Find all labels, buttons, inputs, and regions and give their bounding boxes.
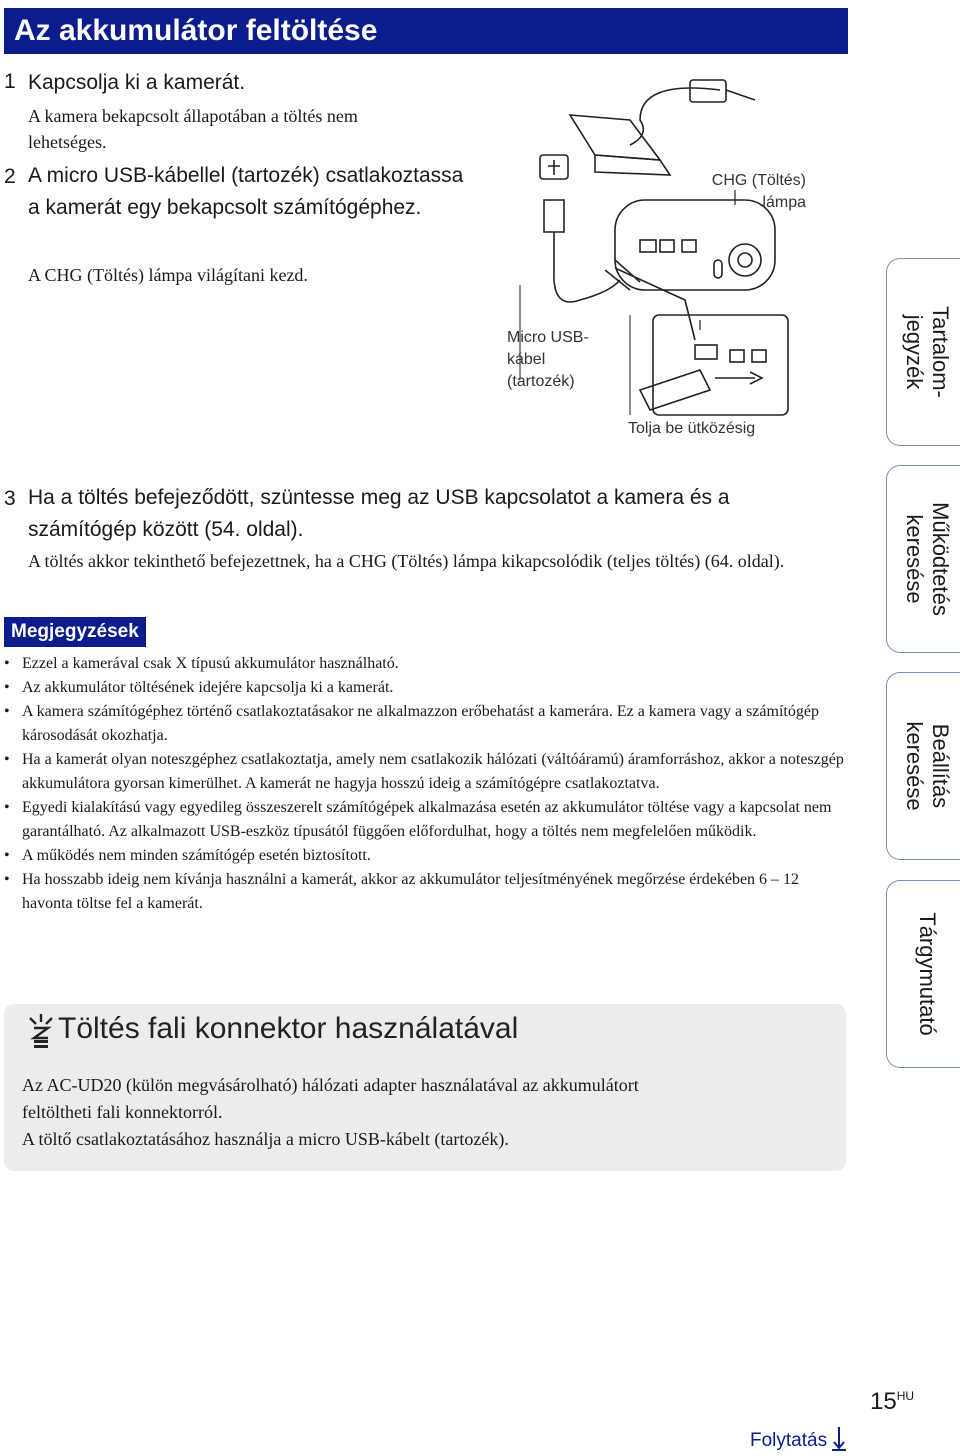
hint-title: Töltés fali konnektor használatával xyxy=(58,1012,519,1045)
note-item: • Az akkumulátor töltésének idejére kapcsolja ki a kamerát. xyxy=(4,676,844,700)
usb-cable-caption: Micro USB- kábel (tartozék) xyxy=(507,329,589,390)
hint-box xyxy=(4,1004,846,1171)
push-caption: Tolja be ütközésig xyxy=(628,420,756,437)
hint-line-1: Az AC-UD20 (külön megvásárolható) hálózati adapter használatával az akkumulátort xyxy=(22,1075,639,1095)
chg-lamp-caption: CHG (Töltés) lámpa xyxy=(711,172,806,211)
tab-contents[interactable] xyxy=(886,258,960,446)
notes-badge: Megjegyzések xyxy=(4,617,146,647)
continue-label: Folytatás xyxy=(750,1430,828,1451)
step-1-desc: A kamera bekapcsolt állapotában a töltés nem lehetséges. xyxy=(28,106,358,152)
note-item: • A kamera számítógéphez történő csatlakoztatásakor ne alkalmazzon erőbehatást a kamerára. Ez a kamera vagy a számítógép károsodását okozhatja. xyxy=(4,700,844,748)
note-item: • Ha a kamerát olyan noteszgéphez csatlakoztatja, amely nem csatlakozik hálózati (váltóáramú) áramforráshoz, akkor a noteszgép akkumulátora gyorsan kimerülhet. A kamerát ne hagyja hosszú ideig a számítógépre csatlakoztatva. xyxy=(4,748,844,796)
hint-line-2: feltöltheti fali konnektorról. xyxy=(22,1102,223,1122)
step-1-text: Kapcsolja ki a kamerát. xyxy=(28,71,246,94)
step-3-number: 3 xyxy=(4,487,16,510)
page-title: Az akkumulátor feltöltése xyxy=(14,14,378,47)
continue-link[interactable] xyxy=(750,1427,846,1452)
tab-settings-search[interactable] xyxy=(886,672,960,860)
note-item: • A működés nem minden számítógép esetén biztosított. xyxy=(4,844,844,868)
tab-settings-search-label: Beállítás keresése xyxy=(902,721,953,811)
notes-list xyxy=(4,652,844,916)
tab-index[interactable] xyxy=(886,880,960,1068)
step-2-text: A micro USB-kábellel (tartozék) csatlakoztassa a kamerát egy bekapcsolt számítógéphez. xyxy=(28,164,464,219)
tab-operation-search-label: Működtetés keresése xyxy=(902,502,953,616)
hint-bulb-icon xyxy=(26,1012,56,1050)
note-item: • Egyedi kialakítású vagy egyedileg összeszerelt számítógépek alkalmazása esetén az akkumulátor töltése vagy a kapcsolat nem garantálható. Az alkalmazott USB-eszköz típusától függően előfordulhat, hogy a töltés nem megfelelően működik. xyxy=(4,796,844,844)
page-number-value: 15 xyxy=(870,1388,897,1415)
tab-contents-label: Tartalom- jegyzék xyxy=(902,306,953,398)
title-bar xyxy=(4,8,848,54)
note-item: • Ha hosszabb ideig nem kívánja használni a kamerát, akkor az akkumulátor teljesítményének megőrzése érdekében 6 – 12 havonta töltse fel a kamerát. xyxy=(4,868,844,916)
step-1-number: 1 xyxy=(4,70,16,93)
page-number xyxy=(870,1388,914,1416)
step-3-text: Ha a töltés befejeződött, szüntesse meg az USB kapcsolatot a kamera és a számítógép között (54. oldal). xyxy=(28,486,730,541)
page-language: HU xyxy=(896,1389,915,1403)
note-item: • Ezzel a kamerával csak X típusú akkumulátor használható. xyxy=(4,652,844,676)
tab-index-label: Tárgymutató xyxy=(915,912,940,1036)
arrow-down-icon xyxy=(832,1427,846,1451)
tab-operation-search[interactable] xyxy=(886,465,960,653)
hint-line-3: A töltő csatlakoztatásához használja a micro USB-kábelt (tartozék). xyxy=(22,1129,509,1149)
step-3-desc: A töltés akkor tekinthető befejezettnek, ha a CHG (Töltés) lámpa kikapcsolódik (teljes töltés) (64. oldal). xyxy=(28,551,785,571)
step-2-desc: A CHG (Töltés) lámpa világítani kezd. xyxy=(28,265,308,285)
step-2-number: 2 xyxy=(4,165,16,188)
